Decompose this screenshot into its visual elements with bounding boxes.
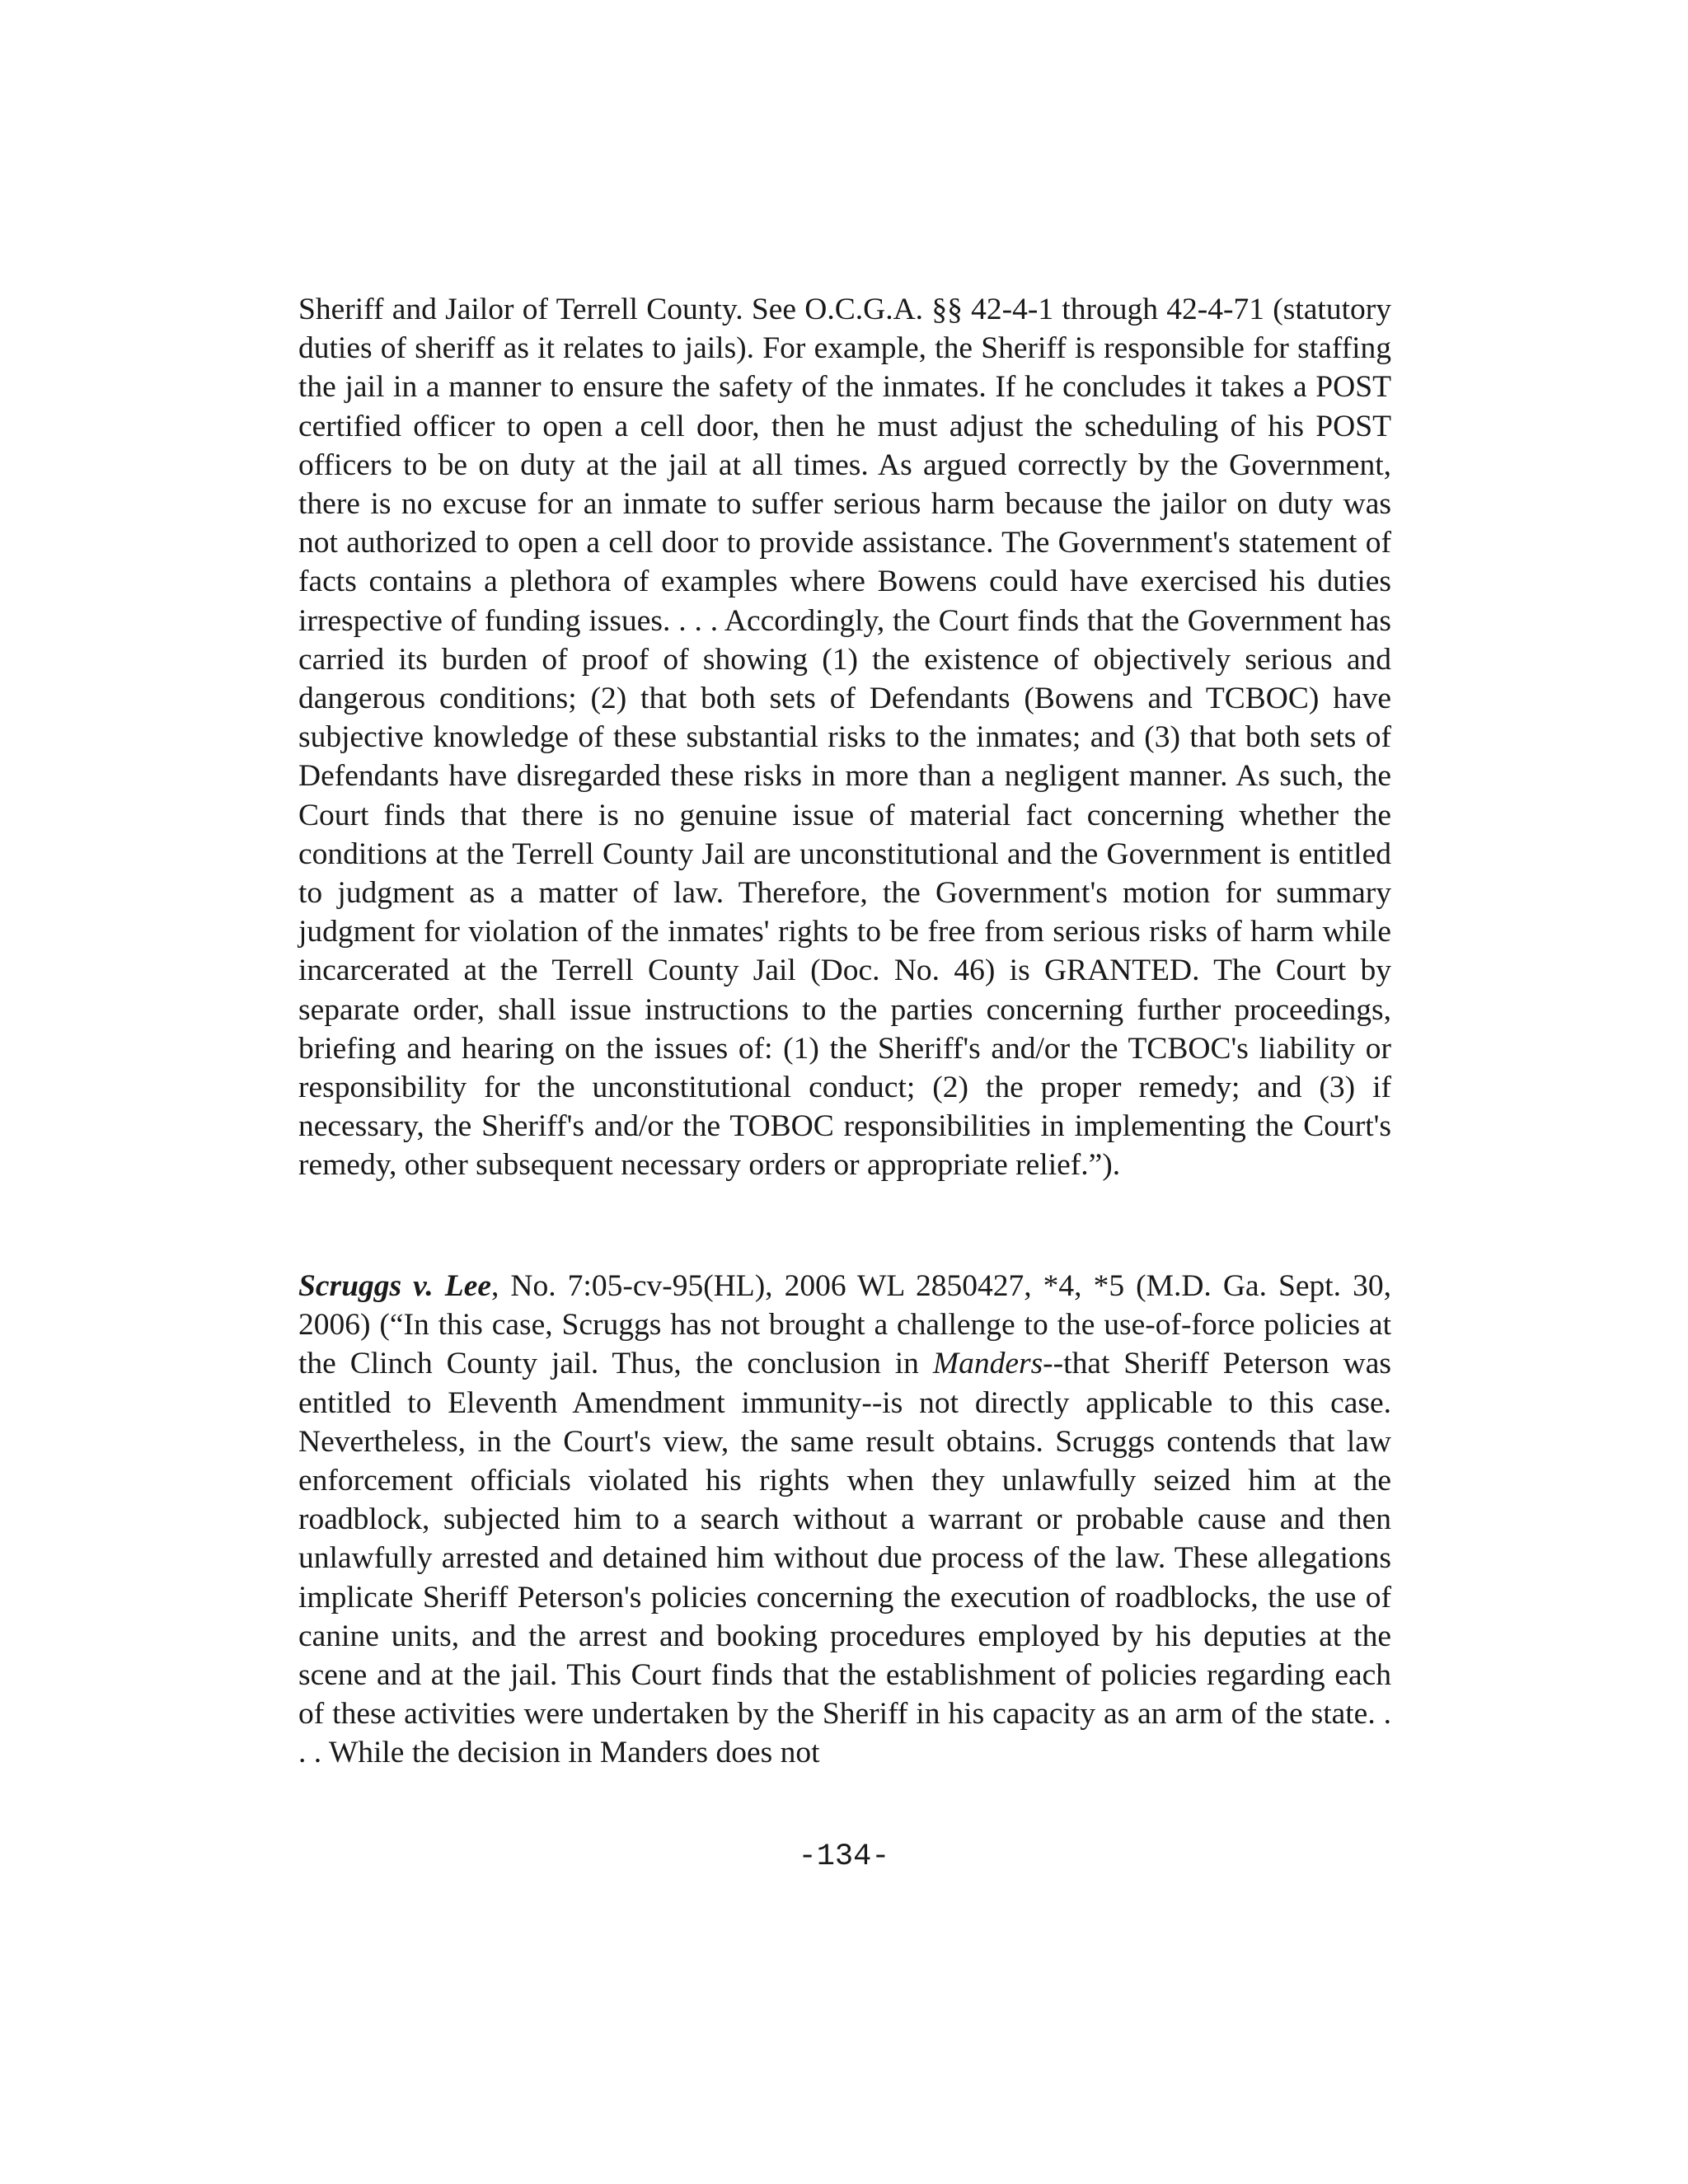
body-paragraph-1: Sheriff and Jailor of Terrell County. See O.C.G.A. §§ 42-4-1 through 42-4-71 (statutory duties of sheriff as it relates to jails). For example, the Sheriff is responsible for staffing the jail in a manner to ensure the safety of the inmates. If he concludes it takes a POST certified officer to open a cell door, then he must adjust the scheduling of his POST officers to be on duty at the jail at all times. As argued correctly by the Government, there is no excuse for an inmate to suffer serious harm because the jailor on duty was not authorized to open a cell door to provide assistance. The Government's statement of facts contains a plethora of examples where Bowens could have exercised his duties irrespective of funding issues. . . . Accordingly, the Court finds that the Government has carried its burden of proof of showing (1) the existence of objectively serious and dangerous conditions; (2) that both sets of Defendants (Bowens and TCBOC) have subjective knowledge of these substantial risks to the inmates; and (3) that both sets of Defendants have disregarded these risks in more than a negligent manner. As such, the Court finds that there is no genuine issue of material fact concerning whether the conditions at the Terrell County Jail are unconstitutional and the Government is entitled to judgment as a matter of law. Therefore, the Government's motion for summary judgment for violation of the inmates' rights to be free from serious risks of harm while incarcerated at the Terrell County Jail (Doc. No. 46) is GRANTED. The Court by separate order, shall issue instructions to the parties concerning further proceedings, briefing and hearing on the issues of: (1) the Sheriff's and/or the TCBOC's liability or responsibility for the unconstitutional conduct; (2) the proper remedy; and (3) if necessary, the Sheriff's and/or the TOBOC responsibilities in implementing the Court's remedy, other subsequent necessary orders or appropriate relief.”). [298,293,1391,1183]
italic-case-reference: Manders [932,1347,1043,1381]
page-number: -134- [798,1840,890,1874]
citation-text-after-ref: --that Sheriff Peterson was entitled to Eleventh Amendment immunity--is not directly applicable to this case. Nevertheless, in the Court's view, the same result obtains. Scruggs contends that law enforcement officials violated his rights when they unlawfully seized him at the roadblock, subjected him to a search without a warrant or probable cause and then unlawfully arrested and detained him without due process of the law. These allegations implicate Sheriff Peterson's policies concerning the execution of roadblocks, the use of canine units, and the arrest and booking procedures employed by his deputies at the scene and at the jail. This Court finds that the establishment of policies regarding each of these activities were undertaken by the Sheriff in his capacity as an arm of the state. . . . While the decision in Manders does not [298,1347,1391,1770]
case-citation-name: Scruggs v. Lee [298,1269,491,1303]
body-paragraph-2 [298,1267,1391,1773]
citation-text-before-ref: , No. 7:05-cv-95(HL), 2006 WL 2850427, *4, *5 (M.D. Ga. Sept. 30, 2006) (“In this case, Scruggs has not brought a challenge to the use-of-force policies at the Clinch County jail. Thus, the conclusion in [298,1269,1391,1381]
